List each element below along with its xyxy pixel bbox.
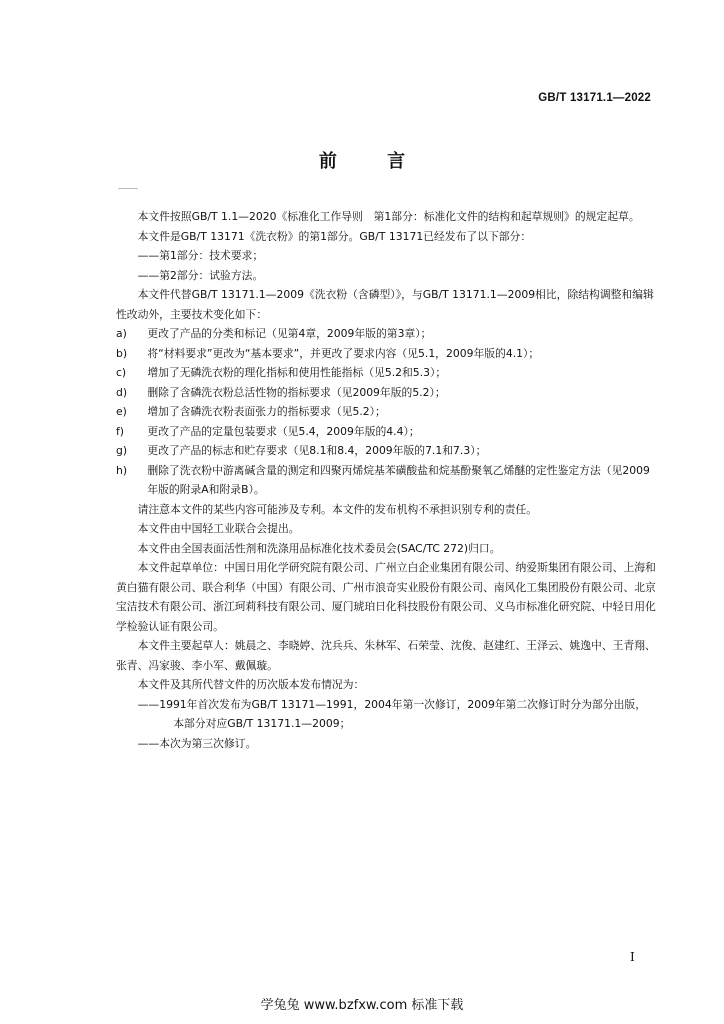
site-watermark-footer: 学兔兔 www.bzfxw.com 标准下载 — [260, 998, 464, 1013]
paragraph-part-info: 本文件是GB/T 13171《洗衣粉》的第1部分。GB/T 13171已经发布了以下部分： — [137, 229, 532, 243]
scan-mark — [118, 188, 138, 189]
change-item-text: 更改了产品的标志和贮存要求（见8.1和8.4，2009年版的7.1和7.3）； — [147, 444, 487, 457]
change-item-label: e) — [116, 405, 127, 418]
change-item-text: 增加了无磷洗衣粉的理化指标和使用性能指标（见5.2和5.3）； — [147, 366, 447, 379]
change-item-label: h) — [116, 463, 128, 477]
change-item-text: 增加了含磷洗衣粉表面张力的指标要求（见5.2）； — [147, 405, 386, 418]
change-item — [116, 383, 656, 403]
foreword-body — [116, 207, 656, 753]
paragraph-proposer: 本文件由中国轻工业联合会提出。 — [137, 522, 300, 535]
change-item-label: b) — [116, 346, 128, 360]
change-item-label: f) — [116, 424, 125, 438]
change-item — [116, 363, 656, 383]
history-list-item: ——本次为第三次修订。 — [137, 736, 257, 750]
standard-number: GB/T 13171.1—2022 — [538, 92, 651, 104]
change-item — [116, 422, 656, 442]
change-item — [116, 402, 656, 422]
page-number: I — [630, 950, 635, 964]
paragraph-replacement: 本文件代替GB/T 13171.1—2009《洗衣粉（含磷型）》，与GB/T 13171.1—2009相比，除结构调整和编辑性改动外，主要技术变化如下： — [116, 288, 654, 321]
paragraph-drafters: 本文件主要起草人：姚晨之、李晓婷、沈兵兵、朱林军、石荣莹、沈俊、赵建红、王泽云、姚逸中、王青翔、张青、冯家骏、李小军、戴佩璇。 — [116, 639, 656, 672]
paragraph-committee: 本文件由全国表面活性剂和洗涤用品标准化技术委员会(SAC/TC 272)归口。 — [137, 541, 501, 555]
change-item — [116, 344, 656, 364]
part-list-item: ——第1部分：技术要求； — [137, 249, 264, 262]
paragraph-history-intro: 本文件及其所代替文件的历次版本发布情况为： — [137, 678, 365, 691]
paragraph-patent: 请注意本文件的某些内容可能涉及专利。本文件的发布机构不承担识别专利的责任。 — [137, 502, 538, 516]
change-item-text: 删除了洗衣粉中游离碱含量的测定和四聚丙烯烷基苯磺酸盐和烷基酚聚氧乙烯醚的定性鉴定方法（见2009年版的附录A和附录B）。 — [147, 463, 650, 496]
history-list-item: ——1991年首次发布为GB/T 13171—1991，2004年第一次修订，2009年第二次修订时分为部分出版，本部分对应GB/T 13171.1—2009； — [137, 697, 647, 730]
change-item — [116, 461, 656, 500]
change-item-label: g) — [116, 444, 128, 457]
paragraph-drafting-units: 本文件起草单位：中国日用化学研究院有限公司、广州立白企业集团有限公司、纳爱斯集团有限公司、上海和黄白猫有限公司、联合利华（中国）有限公司、广州市浪奇实业股份有限公司、南风化工集团股份有限公司、北京宝洁技术有限公司、浙江珂莉科技有限公司、厦门琥珀日化科技股份有限公司、义乌市标准化研究院、中轻日用化学检验认证有限公司。 — [116, 561, 656, 633]
change-item — [116, 441, 656, 461]
paragraph-drafting-rules: 本文件按照GB/T 1.1—2020《标准化工作导则 第1部分：标准化文件的结构和起草规则》的规定起草。 — [137, 210, 640, 223]
change-item-text: 删除了含磷洗衣粉总活性物的指标要求（见2009年版的5.2）； — [147, 385, 446, 399]
part-list-item: ——第2部分：试验方法。 — [137, 268, 264, 282]
change-item-text: 更改了产品的分类和标记（见第4章，2009年版的第3章）； — [147, 327, 432, 340]
change-item-label: a) — [116, 327, 127, 340]
change-item-text: 更改了产品的定量包装要求（见5.4，2009年版的4.4）； — [147, 424, 420, 438]
change-item-text: 将“材料要求”更改为“基本要求”，并更改了要求内容（见5.1，2009年版的4.1）； — [147, 346, 540, 360]
page-title: 前 言 — [318, 151, 428, 172]
changes-list — [116, 324, 656, 500]
change-item-label: d) — [116, 385, 128, 399]
change-item-label: c) — [116, 366, 127, 379]
change-item — [116, 324, 656, 344]
